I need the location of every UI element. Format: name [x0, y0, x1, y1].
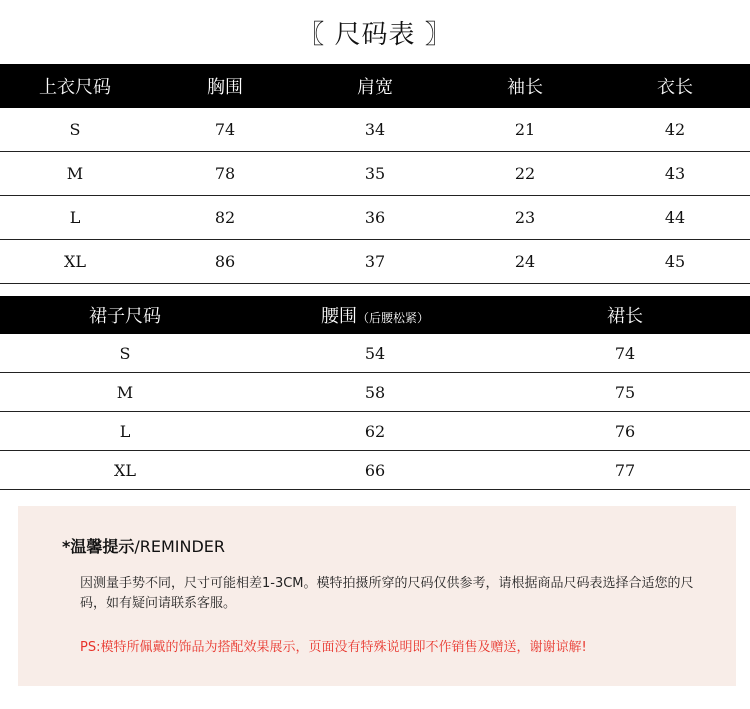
skirt-length-cell: 74: [500, 334, 750, 373]
waist-cell: 66: [250, 451, 500, 490]
header-skirt-length: 裙长: [500, 296, 750, 334]
sleeve-cell: 24: [450, 240, 600, 284]
size-cell: XL: [0, 451, 250, 490]
size-cell: M: [0, 373, 250, 412]
top-table-header: [0, 64, 750, 108]
header-length: 衣长: [600, 64, 750, 108]
length-cell: 44: [600, 196, 750, 240]
sleeve-cell: 21: [450, 108, 600, 152]
skirt-length-cell: 75: [500, 373, 750, 412]
header-top-size: 上衣尺码: [0, 64, 150, 108]
skirt-length-cell: 76: [500, 412, 750, 451]
reminder-title-en: /REMINDER: [134, 537, 226, 556]
header-skirt-size: 裙子尺码: [0, 296, 250, 334]
reminder-body: 因测量手势不同，尺寸可能相差1-3CM。模特拍摄所穿的尺码仅供参考，请根据商品尺码表选择合适您的尺码，如有疑问请联系客服。: [80, 576, 694, 611]
size-cell: S: [0, 334, 250, 373]
top-size-table: [0, 64, 750, 284]
header-sleeve: 袖长: [450, 64, 600, 108]
reminder-box: [18, 506, 736, 686]
size-cell: S: [0, 108, 150, 152]
waist-cell: 62: [250, 412, 500, 451]
table-row: [0, 334, 750, 373]
length-cell: 42: [600, 108, 750, 152]
sleeve-cell: 22: [450, 152, 600, 196]
table-row: [0, 240, 750, 284]
shoulder-cell: 35: [300, 152, 450, 196]
header-shoulder: 肩宽: [300, 64, 450, 108]
waist-cell: 58: [250, 373, 500, 412]
reminder-title-cn: *温馨提示: [62, 537, 135, 556]
sleeve-cell: 23: [450, 196, 600, 240]
size-cell: M: [0, 152, 150, 196]
chest-cell: 74: [150, 108, 300, 152]
table-row: [0, 196, 750, 240]
size-cell: L: [0, 196, 150, 240]
reminder-ps: PS:模特所佩戴的饰品为搭配效果展示，页面没有特殊说明即不作销售及赠送，谢谢谅解!: [80, 640, 587, 655]
skirt-table-header: [0, 296, 750, 334]
table-row: [0, 152, 750, 196]
chest-cell: 86: [150, 240, 300, 284]
chest-cell: 82: [150, 196, 300, 240]
length-cell: 45: [600, 240, 750, 284]
header-waist: [250, 296, 500, 334]
length-cell: 43: [600, 152, 750, 196]
skirt-size-table: [0, 296, 750, 490]
shoulder-cell: 36: [300, 196, 450, 240]
waist-cell: 54: [250, 334, 500, 373]
header-chest: 胸围: [150, 64, 300, 108]
table-row: [0, 451, 750, 490]
table-row: [0, 373, 750, 412]
size-cell: L: [0, 412, 250, 451]
reminder-title: [62, 534, 225, 557]
shoulder-cell: 34: [300, 108, 450, 152]
table-row: [0, 108, 750, 152]
shoulder-cell: 37: [300, 240, 450, 284]
chest-cell: 78: [150, 152, 300, 196]
page-title: 〖 尺码表 〗: [298, 20, 452, 50]
waist-note: （后腰松紧）: [356, 311, 429, 325]
table-row: [0, 412, 750, 451]
size-cell: XL: [0, 240, 150, 284]
skirt-length-cell: 77: [500, 451, 750, 490]
waist-label: 腰围: [320, 306, 357, 327]
